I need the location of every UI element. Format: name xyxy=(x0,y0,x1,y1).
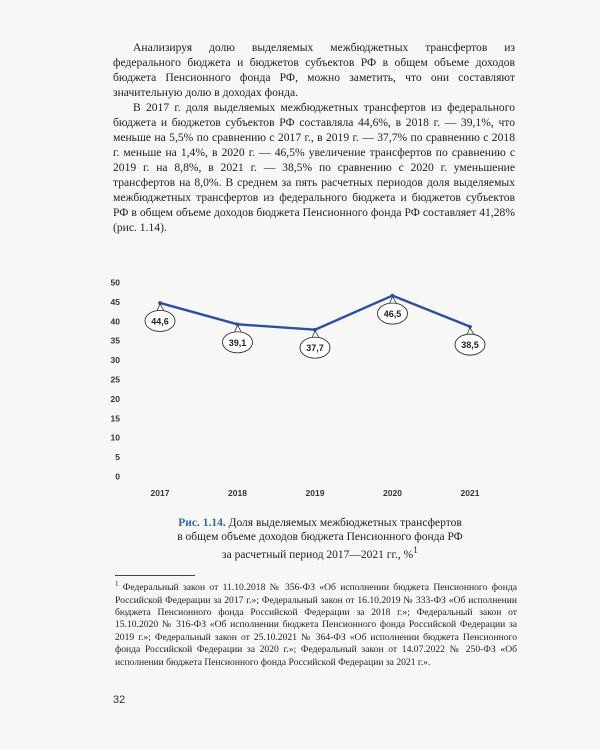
callout-pointer-2019 xyxy=(312,331,319,338)
caption-line-1 xyxy=(110,516,530,530)
figure-caption xyxy=(110,516,530,562)
paragraph-1: Анализируя долю выделяемых межбюджетных трансфертов из федерального бюджета и бюджетов субъектов РФ в общем объеме доходов бюджета Пенсионного фонда РФ, можно заметить, что они составляют значительную долю в доходах фонда. xyxy=(113,41,515,99)
y-tick-label-25: 25 xyxy=(110,374,120,385)
x-tick-label-2017: 2017 xyxy=(150,488,170,498)
y-tick-label-20: 20 xyxy=(110,393,120,404)
y-tick-label-10: 10 xyxy=(110,432,120,443)
x-tick-label-2020: 2020 xyxy=(383,488,402,498)
footnote-text: Федеральный закон от 11.10.2018 № 356-ФЗ «Об исполнении бюджета Пенсионного фонда Российской Федерации за 2017 г.»; Федеральный закон от 16.10.2019 № 333-ФЗ «Об исполнении бюджета Пенсионного фонда Российской Федерации за 2018 г.»; Федеральный закон от 15.10.2020 № 316-ФЗ «Об исполнении бюджета Пенсионного фонда Российской Федерации за 2019 г.»; Федеральный закон от 25.10.2021 № 364-ФЗ «Об исполнении бюджета Пенсионного фонда Российской Федерации за 2020 г.»; Федеральный закон от 14.07.2022 № 250-ФЗ «Об исполнении бюджета Пенсионного фонда Российской Федерации за 2021 г.». xyxy=(115,582,517,668)
footnote-divider xyxy=(115,575,195,576)
y-tick-label-30: 30 xyxy=(110,355,120,366)
x-tick-label-2021: 2021 xyxy=(460,488,480,498)
footnote-marker: 1 xyxy=(115,580,119,588)
callout-pointer-2021 xyxy=(467,328,474,335)
caption-line-2: в общем объеме доходов бюджета Пенсионного фонда РФ xyxy=(177,531,463,543)
y-tick-label-0: 0 xyxy=(115,471,120,482)
caption-line-3 xyxy=(110,544,530,562)
y-tick-label-40: 40 xyxy=(110,316,120,327)
y-tick-label-15: 15 xyxy=(110,413,120,424)
data-label-2018: 39,1 xyxy=(228,337,247,348)
caption-label: Рис. 1.14. xyxy=(178,517,226,529)
data-label-2020: 46,5 xyxy=(383,309,402,320)
callout-pointer-2018 xyxy=(235,325,242,332)
line-chart xyxy=(100,270,520,505)
data-label-2019: 37,7 xyxy=(306,343,324,354)
data-label-2021: 38,5 xyxy=(461,340,479,351)
series-line-0 xyxy=(160,296,470,330)
y-tick-label-5: 5 xyxy=(115,452,120,463)
y-tick-label-50: 50 xyxy=(110,277,120,288)
x-tick-label-2018: 2018 xyxy=(228,488,247,498)
footnote xyxy=(115,578,517,669)
x-tick-label-2019: 2019 xyxy=(305,488,325,498)
body-text xyxy=(113,40,515,235)
paragraph-2: В 2017 г. доля выделяемых межбюджетных трансфертов из федерального бюджета и бюджетов субъектов РФ составляла 44,6%, в 2018 г. — 39,1%, что меньше на 5,5% по сравнению с 2017 г., в 2019 г. — 37,7% по сравнению с 2018 г. меньше на 1,4%, в 2020 г. — 46,5% увеличение трансфертов по сравнению с 2019 г. на 8,8%, в 2021 г. — 38,5% по сравнению с 2020 г. уменьшение трансфертов на 8,0%. В среднем за пять расчетных периодов доля выделяемых межбюджетных трансфертов из федерального бюджета и бюджетов субъектов РФ в общем объеме доходов бюджета Пенсионного фонда РФ составляет 41,28% (рис. 1.14). xyxy=(113,101,515,234)
page-number: 32 xyxy=(113,694,126,706)
caption-text-1: Доля выделяемых межбюджетных трансфертов xyxy=(228,517,462,529)
caption-text-3: за расчетный период 2017—2021 гг., % xyxy=(222,548,414,561)
data-label-2017: 44,6 xyxy=(151,316,169,327)
caption-footnote-marker: 1 xyxy=(413,545,418,556)
y-tick-label-35: 35 xyxy=(110,335,120,346)
y-tick-label-45: 45 xyxy=(110,296,120,307)
